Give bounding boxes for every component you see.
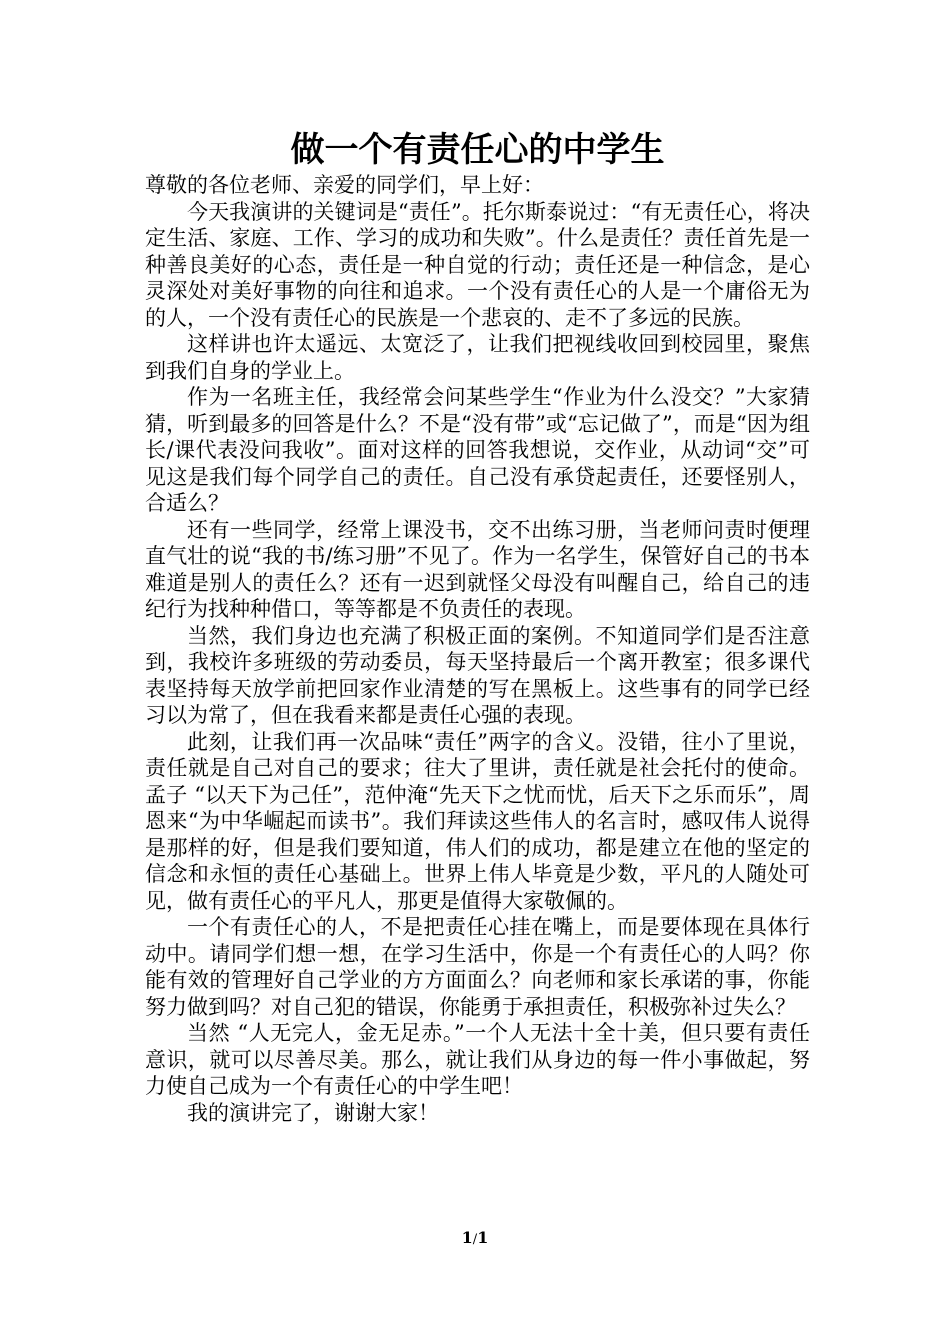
paragraph: 这样讲也许太遥远、太宽泛了，让我们把视线收回到校园里，聚焦到我们自身的学业上。	[145, 332, 810, 383]
document-page	[145, 128, 810, 1126]
salutation: 尊敬的各位老师、亲爱的同学们，早上好：	[145, 173, 544, 197]
page-number-separator: /	[472, 1232, 478, 1247]
paragraph: 我的演讲完了，谢谢大家！	[187, 1100, 439, 1125]
page-number-total: 1	[477, 1228, 489, 1247]
paragraph: 此刻，让我们再一次品味“责任”两字的含义。没错，往小了里说，责任就是自己对自己的要求；往大了里讲，责任就是社会托付的使命。孟子 “以天下为己任”，范仲淹“先天下之忧而忧，后天下之乐而乐”，周恩来“为中华崛起而读书”。我们拜读这些伟人的名言时，感叹伟人说得是那样的好，但是我们要知道，伟人们的成功，都是建立在他的坚定的信念和永恒的责任心基础上。世界上伟人毕竟是少数，平凡的人随处可见，做有责任心的平凡人，那更是值得大家敬佩的。	[145, 729, 810, 913]
paragraph: 当然，我们身边也充满了积极正面的案例。不知道同学们是否注意到，我校许多班级的劳动委员，每天坚持最后一个离开教室；很多课代表坚持每天放学前把回家作业清楚的写在黑板上。这些事有的同学已经习以为常了，但在我看来都是责任心强的表现。	[145, 623, 810, 727]
page-number	[0, 1228, 950, 1250]
paragraph: 作为一名班主任，我经常会问某些学生“作业为什么没交？”大家猜猜，听到最多的回答是什么？不是“没有带”或“忘记做了”，而是“因为组长/课代表没问我收”。面对这样的回答我想说，交作业，从动词“交”可见这是我们每个同学自己的责任。自己没有承贷起责任，还要怪别人，合适么？	[145, 385, 810, 515]
document-body	[145, 172, 810, 1126]
paragraph: 一个有责任心的人，不是把责任心挂在嘴上，而是要体现在具体行动中。请同学们想一想，在学习生活中，你是一个有责任心的人吗？你能有效的管理好自己学业的方方面面么？向老师和家长承诺的事，你能努力做到吗？对自己犯的错误，你能勇于承担责任，积极弥补过失么？	[145, 915, 810, 1019]
paragraph: 今天我演讲的关键词是“责任”。托尔斯泰说过：“有无责任心，将决定生活、家庭、工作、学习的成功和失败”。什么是责任？责任首先是一种善良美好的心态，责任是一种自觉的行动；责任还是一种信念，是心灵深处对美好事物的向往和追求。一个没有责任心的人是一个庸俗无为的人，一个没有责任心的民族是一个悲哀的、走不了多远的民族。	[145, 199, 810, 330]
page-number-current: 1	[461, 1228, 473, 1247]
paragraph: 还有一些同学，经常上课没书，交不出练习册，当老师问责时便理直气壮的说“我的书/练习册”不见了。作为一名学生，保管好自己的书本难道是别人的责任么？还有一迟到就怪父母没有叫醒自己，给自己的违纪行为找种种借口，等等都是不负责任的表现。	[145, 517, 810, 621]
paragraph: 当然 “人无完人，金无足赤。”一个人无法十全十美，但只要有责任意识，就可以尽善尽美。那么，就让我们从身边的每一件小事做起，努力使自己成为一个有责任心的中学生吧！	[145, 1021, 810, 1098]
document-title: 做一个有责任心的中学生	[290, 130, 665, 170]
